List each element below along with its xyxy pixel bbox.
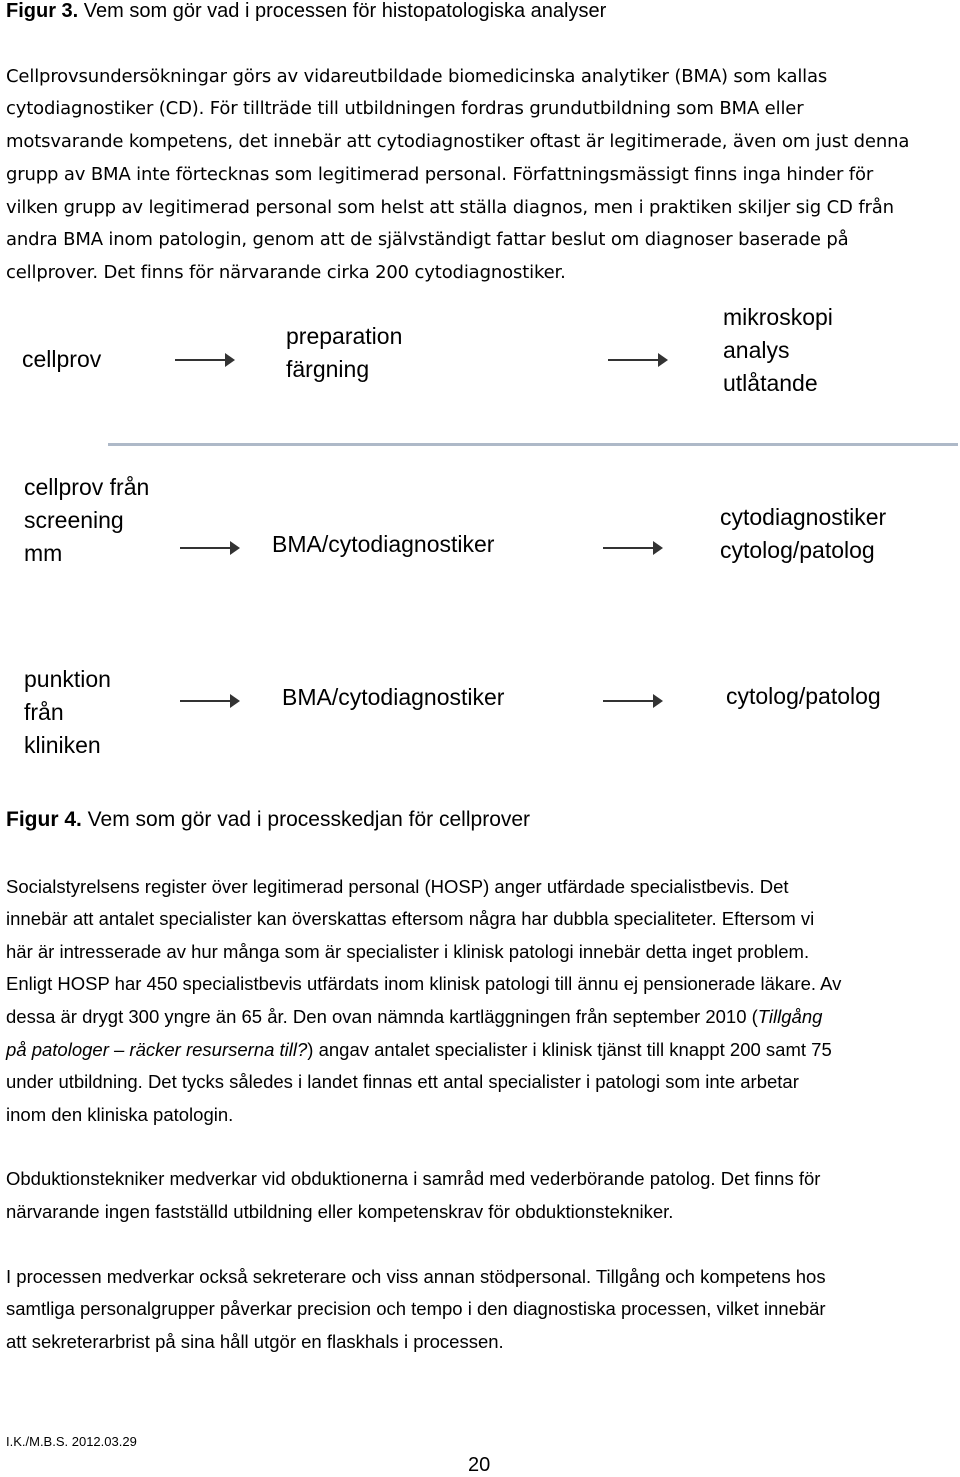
figure-3-caption [6, 0, 606, 23]
paragraph-2-line: innebär att antalet specialister kan överskattas eftersom några har dubbla specialiteter. Eftersom vi [6, 908, 815, 929]
paragraph-2-line: på patologer – räcker resurserna till?) angav antalet specialister i klinisk tjänst till knappt 200 samt 75 [6, 1039, 832, 1060]
paragraph-4-line: att sekreterarbrist på sina håll utgör en flaskhals i processen. [6, 1331, 504, 1352]
paragraph-4-line: I processen medverkar också sekreterare och viss annan stödpersonal. Tillgång och kompetens hos [6, 1266, 826, 1287]
paragraph-3-line: närvarande ingen fastställd utbildning eller kompetenskrav för obduktionstekniker. [6, 1201, 674, 1222]
paragraph-1-line: andra BMA inom patologin, genom att de självständigt fattar beslut om diagnoser baserade på [6, 229, 849, 250]
paragraph-2-line: här är intresserade av hur många som är specialister i klinisk patologi innebär detta inget problem. [6, 941, 810, 962]
diagram-divider [108, 443, 958, 446]
arrow-right-icon [603, 694, 663, 708]
paragraph-2-line: under utbildning. Det tycks således i landet finnas ett antal specialister i patologi som inte arbetar [6, 1071, 799, 1092]
diagram-row2-step: BMA/cytodiagnostiker [272, 531, 495, 557]
diagram-row3-source: punktion från kliniken [24, 666, 111, 758]
figure-4-caption [6, 808, 530, 832]
diagram-row2-result: cytodiagnostiker cytolog/patolog [720, 504, 887, 563]
diagram-row1-step: preparation färgning [286, 323, 403, 382]
paragraph-1-line: cytodiagnostiker (CD). För tillträde till utbildningen fordras grundutbildning som BMA eller [6, 98, 804, 119]
figure-3-title: Vem som gör vad i processen för histopatologiska analyser [78, 0, 607, 22]
arrow-right-icon [608, 353, 668, 367]
paragraph-2-line: inom den kliniska patologin. [6, 1104, 234, 1125]
diagram-row3-result: cytolog/patolog [726, 683, 881, 709]
arrow-right-icon [603, 541, 663, 555]
paragraph-4-line: samtliga personalgrupper påverkar precision och tempo i den diagnostiska processen, vilket innebär [6, 1298, 826, 1319]
arrow-right-icon [180, 541, 240, 555]
paragraph-2-line: dessa är drygt 300 yngre än 65 år. Den ovan nämnda kartläggningen från september 2010 (Tillgång [6, 1006, 823, 1027]
paragraph-2-line: Enligt HOSP har 450 specialistbevis utfärdats inom klinisk patologi till ännu ej pensionerade läkare. Av [6, 973, 842, 994]
paragraph-1-line: motsvarande kompetens, det innebär att cytodiagnostiker oftast är legitimerade, även om just denna [6, 131, 910, 152]
footer-document-id: I.K./M.B.S. 2012.03.29 [6, 1434, 137, 1449]
diagram-row3-step: BMA/cytodiagnostiker [282, 684, 505, 710]
paragraph-3-line: Obduktionstekniker medverkar vid obduktionerna i samråd med vederbörande patolog. Det finns för [6, 1168, 821, 1189]
diagram-row2-source: cellprov från screening mm [24, 474, 150, 566]
figure-4-title: Vem som gör vad i processkedjan för cellprover [81, 808, 531, 831]
paragraph-1-line: vilken grupp av legitimerad personal som helst att ställa diagnos, men i praktiken skiljer sig CD från [6, 197, 894, 218]
paragraph-2-line: Socialstyrelsens register över legitimerad personal (HOSP) anger utfärdade specialistbevis. Det [6, 876, 789, 897]
diagram-row1-result: mikroskopi analys utlåtande [723, 304, 833, 396]
arrow-right-icon [175, 353, 235, 367]
diagram-row1-source: cellprov [22, 346, 102, 372]
figure-4-label: Figur 4. [6, 808, 82, 831]
page-number: 20 [468, 1454, 491, 1476]
paragraph-1-line: cellprover. Det finns för närvarande cirka 200 cytodiagnostiker. [6, 262, 566, 283]
paragraph-1-line: Cellprovsundersökningar görs av vidareutbildade biomedicinska analytiker (BMA) som kallas [6, 66, 828, 87]
arrow-right-icon [180, 694, 240, 708]
paragraph-1-line: grupp av BMA inte förtecknas som legitimerad personal. Författningsmässigt finns inga hinder för [6, 164, 874, 185]
figure-3-label: Figur 3. [6, 0, 79, 22]
